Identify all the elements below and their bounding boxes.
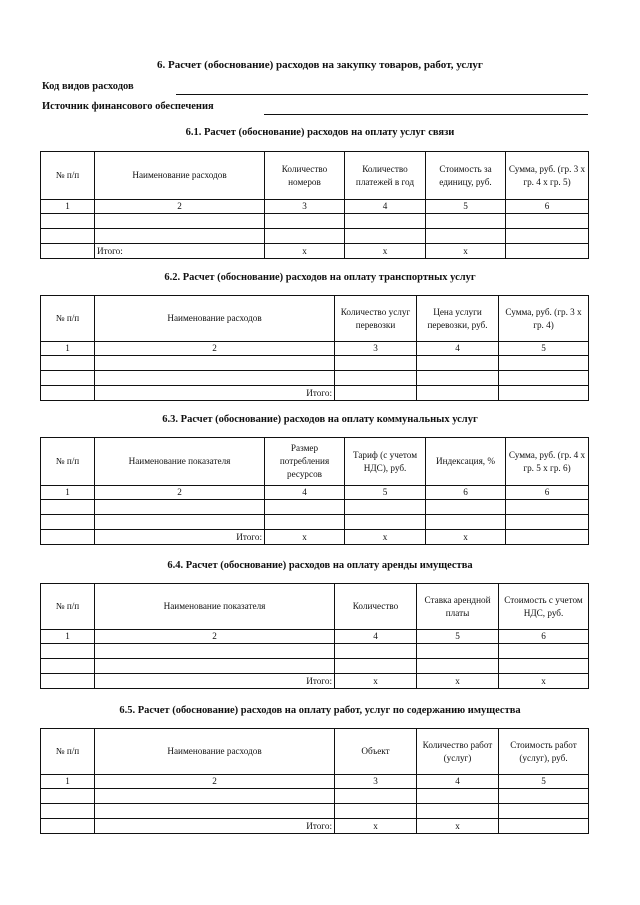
table-cell[interactable] <box>41 659 95 674</box>
col-number: 6 <box>506 486 589 500</box>
col-header: Наименование расходов <box>95 729 335 775</box>
table-cell[interactable] <box>41 229 95 244</box>
col-header: Количество работ (услуг) <box>417 729 499 775</box>
table-row <box>41 515 589 530</box>
col-number: 5 <box>417 630 499 644</box>
section-6-3-title: 6.3. Расчет (обоснование) расходов на оплату коммунальных услуг <box>162 414 478 425</box>
table-cell[interactable] <box>41 515 95 530</box>
col-number: 2 <box>95 630 335 644</box>
table-cell[interactable] <box>335 386 417 401</box>
col-header: Наименование показателя <box>95 438 265 486</box>
table-cell[interactable] <box>426 500 506 515</box>
col-number: 4 <box>417 775 499 789</box>
section-6-4-title: 6.4. Расчет (обоснование) расходов на оплату аренды имущества <box>167 560 473 571</box>
table-cell[interactable] <box>95 214 265 229</box>
col-header: Количество платежей в год <box>345 152 426 200</box>
header-row <box>41 729 589 775</box>
col-header: Размер потребления ресурсов <box>265 438 345 486</box>
table-cell[interactable] <box>506 229 589 244</box>
total-label: Итого: <box>95 244 265 259</box>
table-row <box>41 500 589 515</box>
table-cell[interactable] <box>345 500 426 515</box>
col-number: 2 <box>95 775 335 789</box>
table-cell[interactable] <box>506 530 589 545</box>
section-6-5-title: 6.5. Расчет (обоснование) расходов на оплату работ, услуг по содержанию имущества <box>119 705 521 716</box>
col-number: 1 <box>41 630 95 644</box>
table-row <box>41 356 589 371</box>
col-header: № п/п <box>41 729 95 775</box>
col-header: Количество <box>335 584 417 630</box>
table-cell[interactable] <box>95 644 335 659</box>
col-number: 3 <box>335 342 417 356</box>
col-number: 1 <box>41 486 95 500</box>
table-cell[interactable] <box>426 229 506 244</box>
section-6-2-title: 6.2. Расчет (обоснование) расходов на оплату транспортных услуг <box>164 272 476 283</box>
total-row <box>41 674 589 689</box>
kod-vidov-field <box>42 81 588 95</box>
istochnik-line[interactable] <box>264 114 588 115</box>
table-cell[interactable] <box>506 500 589 515</box>
total-mark: x <box>426 530 506 545</box>
col-number: 6 <box>506 200 589 214</box>
column-number-row <box>41 775 589 789</box>
istochnik-field <box>42 101 588 115</box>
table-cell[interactable] <box>95 229 265 244</box>
table-cell[interactable] <box>41 674 95 689</box>
col-header: Количество номеров <box>265 152 345 200</box>
total-mark: x <box>335 674 417 689</box>
total-row <box>41 244 589 259</box>
col-header: № п/п <box>41 296 95 342</box>
total-mark: x <box>426 244 506 259</box>
col-number: 1 <box>41 342 95 356</box>
table-cell[interactable] <box>41 819 95 834</box>
table-cell[interactable] <box>417 386 499 401</box>
table-cell[interactable] <box>41 530 95 545</box>
column-number-row <box>41 342 589 356</box>
col-number: 2 <box>95 200 265 214</box>
table-cell[interactable] <box>417 356 499 371</box>
table-row <box>41 644 589 659</box>
table-cell[interactable] <box>345 214 426 229</box>
table-cell[interactable] <box>417 659 499 674</box>
col-header: № п/п <box>41 584 95 630</box>
table-cell[interactable] <box>95 659 335 674</box>
istochnik-label: Источник финансового обеспечения <box>42 101 214 112</box>
table-cell[interactable] <box>417 644 499 659</box>
table-cell[interactable] <box>417 371 499 386</box>
table-cell[interactable] <box>265 229 345 244</box>
table-cell[interactable] <box>335 804 417 819</box>
total-mark: x <box>345 530 426 545</box>
table-cell[interactable] <box>499 819 589 834</box>
table-cell[interactable] <box>95 804 335 819</box>
column-number-row <box>41 200 589 214</box>
col-number: 1 <box>41 200 95 214</box>
table-cell[interactable] <box>95 789 335 804</box>
table-cell[interactable] <box>41 371 95 386</box>
col-number: 4 <box>417 342 499 356</box>
column-number-row <box>41 486 589 500</box>
table-cell[interactable] <box>345 229 426 244</box>
col-header: Наименование расходов <box>95 152 265 200</box>
table-cell[interactable] <box>41 804 95 819</box>
col-header: Наименование расходов <box>95 296 335 342</box>
kod-vidov-label: Код видов расходов <box>42 81 134 92</box>
col-header: Стоимость с учетом НДС, руб. <box>499 584 589 630</box>
table-cell[interactable] <box>506 515 589 530</box>
total-row <box>41 530 589 545</box>
col-number: 5 <box>426 200 506 214</box>
table-cell[interactable] <box>506 214 589 229</box>
table-cell[interactable] <box>41 244 95 259</box>
col-number: 2 <box>95 342 335 356</box>
total-mark: x <box>499 674 589 689</box>
table-cell[interactable] <box>499 386 589 401</box>
table-cell[interactable] <box>426 214 506 229</box>
table-cell[interactable] <box>41 386 95 401</box>
table-6-1 <box>40 151 589 259</box>
col-number: 5 <box>499 775 589 789</box>
total-label: Итого: <box>95 674 335 689</box>
col-number: 5 <box>345 486 426 500</box>
col-number: 4 <box>345 200 426 214</box>
col-number: 4 <box>335 630 417 644</box>
table-cell[interactable] <box>499 644 589 659</box>
table-row <box>41 214 589 229</box>
header-row <box>41 584 589 630</box>
header-row <box>41 296 589 342</box>
table-cell[interactable] <box>335 371 417 386</box>
table-cell[interactable] <box>345 515 426 530</box>
col-number: 2 <box>95 486 265 500</box>
col-number: 3 <box>265 200 345 214</box>
header-row <box>41 152 589 200</box>
col-header: Стоимость за единицу, руб. <box>426 152 506 200</box>
table-cell[interactable] <box>41 214 95 229</box>
table-6-4 <box>40 583 589 689</box>
table-cell[interactable] <box>335 789 417 804</box>
table-cell[interactable] <box>499 804 589 819</box>
table-cell[interactable] <box>265 214 345 229</box>
col-header: Количество услуг перевозки <box>335 296 417 342</box>
col-header: Стоимость работ (услуг), руб. <box>499 729 589 775</box>
col-number: 1 <box>41 775 95 789</box>
table-row <box>41 229 589 244</box>
section-6-1-title: 6.1. Расчет (обоснование) расходов на оплату услуг связи <box>185 127 455 138</box>
total-mark: x <box>335 819 417 834</box>
page-title: 6. Расчет (обоснование) расходов на закупку товаров, работ, услуг <box>157 59 483 71</box>
table-cell[interactable] <box>95 515 265 530</box>
table-cell[interactable] <box>265 515 345 530</box>
table-6-5 <box>40 728 589 834</box>
table-cell[interactable] <box>41 500 95 515</box>
table-6-3 <box>40 437 589 545</box>
kod-vidov-line[interactable] <box>176 94 588 95</box>
table-cell[interactable] <box>95 500 265 515</box>
table-cell[interactable] <box>41 644 95 659</box>
table-cell[interactable] <box>95 371 335 386</box>
col-number: 4 <box>265 486 345 500</box>
table-cell[interactable] <box>499 789 589 804</box>
total-row <box>41 819 589 834</box>
table-cell[interactable] <box>335 644 417 659</box>
col-number: 6 <box>426 486 506 500</box>
col-header: Ставка арендной платы <box>417 584 499 630</box>
table-cell[interactable] <box>499 659 589 674</box>
col-number: 5 <box>499 342 589 356</box>
table-row <box>41 804 589 819</box>
column-number-row <box>41 630 589 644</box>
col-header: № п/п <box>41 152 95 200</box>
table-cell[interactable] <box>265 500 345 515</box>
col-header: Сумма, руб. (гр. 3 x гр. 4 x гр. 5) <box>506 152 589 200</box>
col-header: Цена услуги перевозки, руб. <box>417 296 499 342</box>
col-header: Индексация, % <box>426 438 506 486</box>
table-cell[interactable] <box>499 371 589 386</box>
table-cell[interactable] <box>95 356 335 371</box>
col-header: Наименование показателя <box>95 584 335 630</box>
table-cell[interactable] <box>417 789 499 804</box>
total-label: Итого: <box>95 819 335 834</box>
total-row <box>41 386 589 401</box>
total-label: Итого: <box>95 530 265 545</box>
table-cell[interactable] <box>499 356 589 371</box>
table-row <box>41 371 589 386</box>
table-row <box>41 789 589 804</box>
table-cell[interactable] <box>335 356 417 371</box>
total-mark: x <box>265 530 345 545</box>
table-cell[interactable] <box>426 515 506 530</box>
table-cell[interactable] <box>41 789 95 804</box>
table-row <box>41 659 589 674</box>
header-row <box>41 438 589 486</box>
col-header: Объект <box>335 729 417 775</box>
col-number: 3 <box>335 775 417 789</box>
table-cell[interactable] <box>417 804 499 819</box>
col-header: Сумма, руб. (гр. 3 x гр. 4) <box>499 296 589 342</box>
total-mark: x <box>265 244 345 259</box>
col-header: Сумма, руб. (гр. 4 x гр. 5 x гр. 6) <box>506 438 589 486</box>
col-header: № п/п <box>41 438 95 486</box>
table-cell[interactable] <box>41 356 95 371</box>
total-mark: x <box>345 244 426 259</box>
total-mark: x <box>417 674 499 689</box>
table-6-2 <box>40 295 589 401</box>
table-cell[interactable] <box>335 659 417 674</box>
table-cell[interactable] <box>506 244 589 259</box>
col-header: Тариф (с учетом НДС), руб. <box>345 438 426 486</box>
total-label: Итого: <box>95 386 335 401</box>
col-number: 6 <box>499 630 589 644</box>
total-mark: x <box>417 819 499 834</box>
